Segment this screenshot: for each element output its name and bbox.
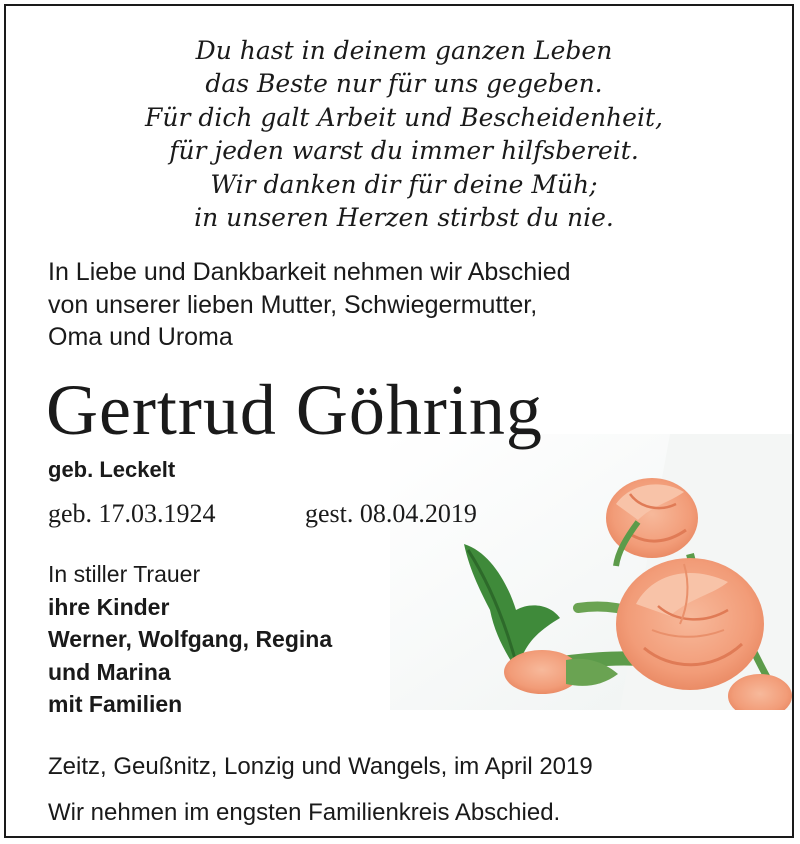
intro-line: Oma und Uroma [48,323,233,351]
mourners [48,558,332,721]
deceased-name: Gertrud Göhring [46,370,543,450]
poem-line: Du hast in deinem ganzen Leben [195,36,613,65]
poem [6,34,794,234]
mourner-line: und Marina [48,658,171,685]
mourner-line: mit Familien [48,691,183,717]
poem-line: in unseren Herzen stirbst du nie. [194,203,614,233]
funeral-note: Wir nehmen im engsten Familienkreis Abschied. [48,799,561,826]
death-date: gest. 08.04.2019 [305,499,477,528]
poem-line: für jeden warst du immer hilfsbereit. [169,136,639,166]
poem-line: Für dich galt Arbeit und Bescheidenheit, [145,102,663,132]
life-dates [48,498,477,530]
mourner-line: ihre Kinder [48,593,170,620]
poem-line: Wir danken dir für deine Müh; [210,169,598,199]
mourner-line: Werner, Wolfgang, Regina [48,626,333,652]
intro-line: In Liebe und Dankbarkeit nehmen wir Abschied [48,258,571,286]
carnation-flower-icon [390,434,794,710]
place-and-date: Zeitz, Geußnitz, Lonzig und Wangels, im April 2019 [48,753,593,780]
intro-line: von unserer lieben Mutter, Schwiegermutter, [48,290,538,319]
poem-line: das Beste nur für uns gegeben. [205,69,603,99]
maiden-name: geb. Leckelt [48,457,176,482]
obituary-notice [4,4,794,838]
birth-date: geb. 17.03.1924 [48,499,216,528]
farewell-intro [48,256,571,354]
mourning-lead: In stiller Trauer [48,561,201,587]
